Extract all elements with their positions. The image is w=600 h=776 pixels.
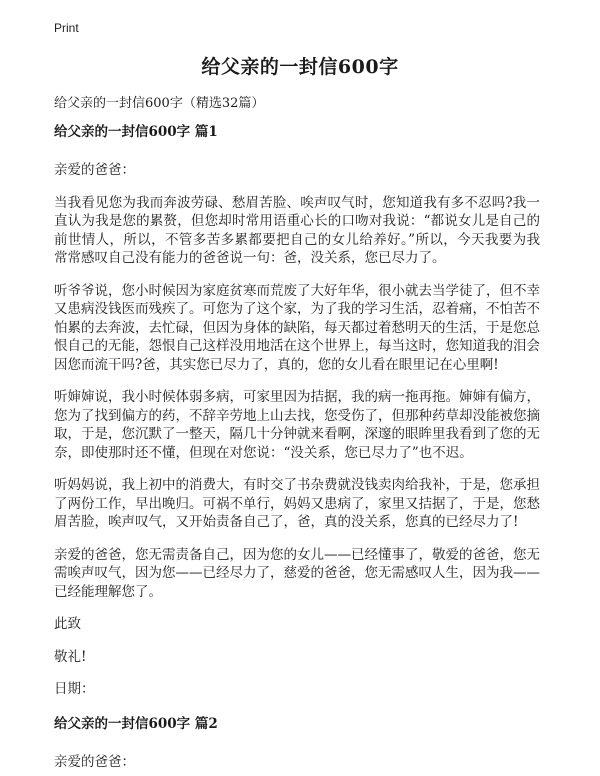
page-title: 给父亲的一封信600字 [201, 56, 399, 78]
section-heading-1: 给父亲的一封信600字 篇1 [54, 124, 218, 140]
letter-paragraph: 当我看见您为我而奔波劳碌、愁眉苦脸、唉声叹气时，您知道我有多不忍吗?我一直认为我是您的累赘，但您却时常用语重心长的口吻对我说：“都说女儿是自己的前世情人，所以，不管多苦多累都要把自己的女儿给养好。”所以，今天我要为我常常感叹自己没有能力的爸爸说一句：爸，没关系，您已尽力了。 [54, 194, 540, 266]
letter-salutation: 亲爱的爸爸： [54, 162, 135, 178]
section-heading-2: 给父亲的一封信600字 篇2 [54, 715, 218, 732]
letter-salutation-2: 亲爱的爸爸： [54, 753, 135, 770]
article-body [54, 121, 540, 776]
letter-paragraph: 听爷爷说，您小时候因为家庭贫寒而荒废了大好年华，很小就去当学徒了，但不幸又患病没钱医而残疾了。可您为了这个家，为了我的学习生活，忍着痛，不怕苦不怕累的去奔波，去忙碌，但因为身体的缺陷，每天都过着愁明天的生活，于是您总恨自己的无能，怨恨自己这样没用地活在这个世界上，每当这时，您知道我的泪会因您而流干吗?爸，其实您已尽力了，真的，您的女儿看在眼里记在心里啊! [54, 282, 540, 373]
letter-paragraph: 听婶婶说，我小时候体弱多病，可家里因为拮据，我的病一拖再拖。婶婶有偏方，您为了找到偏方的药，不辞辛劳地上山去找，您受伤了，但那种药草却没能被您摘取，于是，您沉默了一整天，隔几十分钟就来看啊，深邃的眼眸里我看到了您的无奈，即使那时还不懂，但现在对您说：“没关系，您已尽力了”也不迟。 [54, 389, 540, 461]
letter-paragraph: 亲爱的爸爸，您无需责备自己，因为您的女儿——已经懂事了，敬爱的爸爸，您无需唉声叹气，因为您——已经尽力了，慈爱的爸爸，您无需感叹人生，因为我——已经能理解您了。 [54, 546, 540, 600]
document-subtitle: 给父亲的一封信600字（精选32篇） [54, 96, 265, 111]
letter-date-label: 日期： [54, 681, 95, 697]
letter-paragraph: 听妈妈说，我上初中的消费大，有时交了书杂费就没钱卖肉给我补，于是，您承担了两份工作，早出晚归。可祸不单行，妈妈又患病了，家里又拮据了，于是，您愁眉苦脸，唉声叹气，又开始责备自己了，爸，真的没关系，您真的已经尽力了! [54, 477, 540, 530]
letter-closing-salute: 敬礼! [54, 648, 87, 665]
print-link[interactable]: Print [54, 21, 79, 35]
letter-closing-greeting: 此致 [54, 616, 81, 632]
